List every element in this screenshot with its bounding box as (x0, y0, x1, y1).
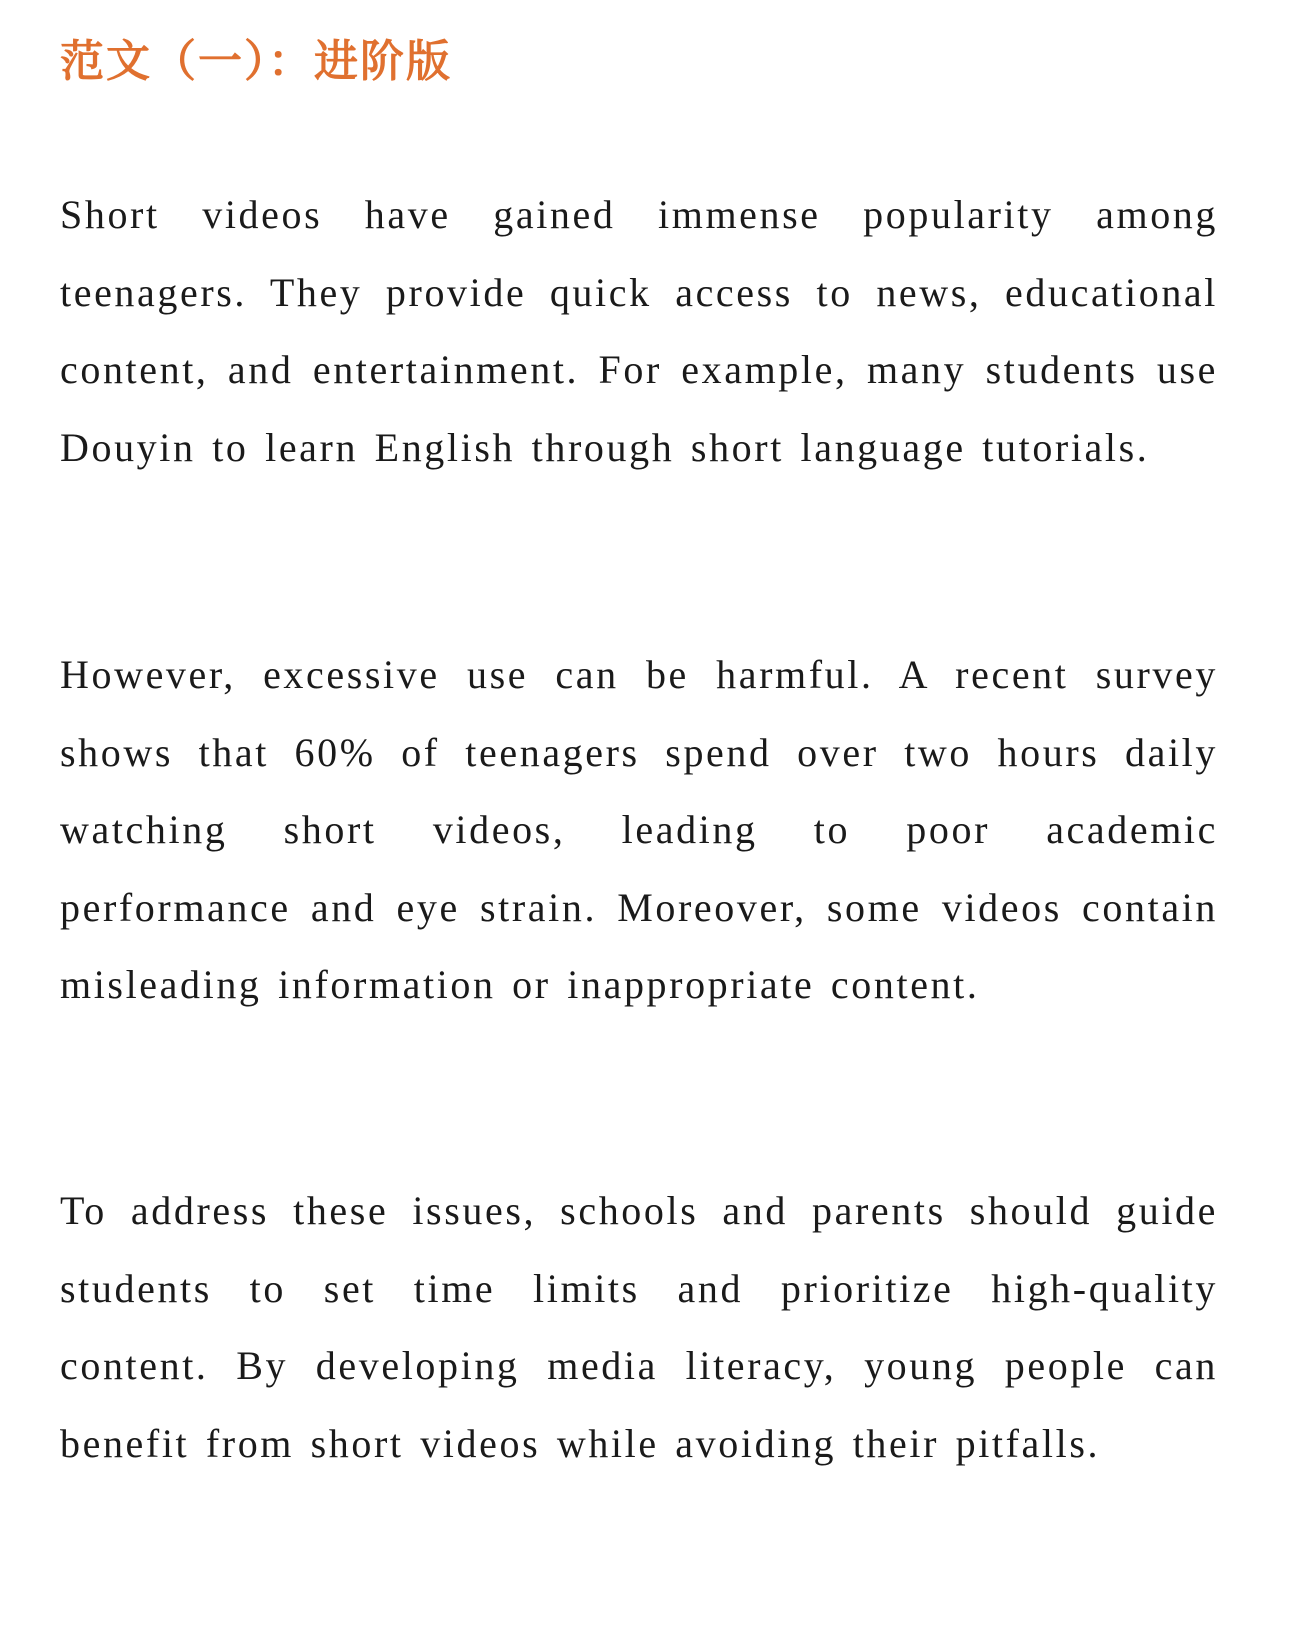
paragraph-2: However, excessive use can be harmful. A recent survey shows that 60% of teenagers spend over two hours daily watching short videos, leading to poor academic performance and eye strain. Moreover, some videos contain misleading information or inappropriate content. (60, 652, 1218, 1007)
paragraph-3: To address these issues, schools and parents should guide students to set time limits and prioritize high-quality content. By developing media literacy, young people can benefit from short videos while avoiding their pitfalls. (60, 1188, 1218, 1466)
page-title: 范文（一）：进阶版 (60, 36, 452, 87)
paragraph-1: Short videos have gained immense popularity among teenagers. They provide quick access to news, educational content, and entertainment. For example, many students use Douyin to learn English through short language tutorials. (60, 192, 1218, 470)
